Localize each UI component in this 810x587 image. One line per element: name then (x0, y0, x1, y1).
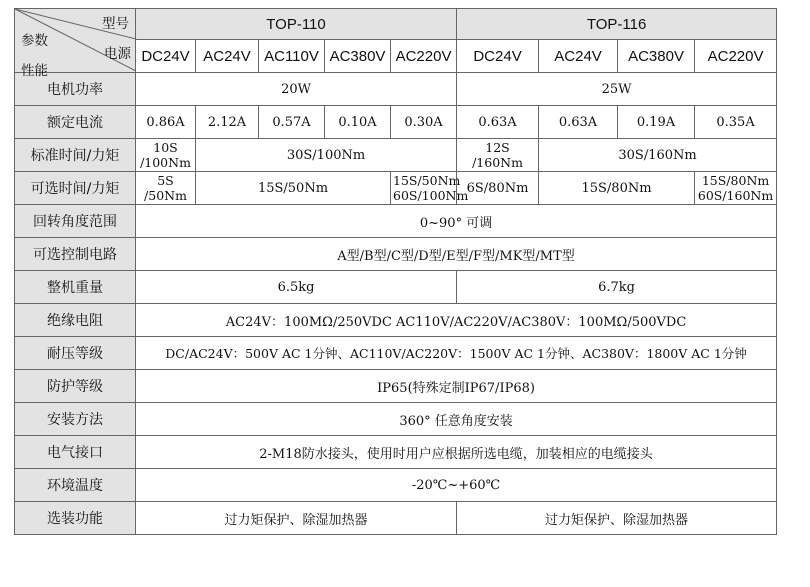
value-cell: -20℃~+60℃ (136, 469, 777, 502)
model-header-row (15, 9, 777, 40)
value-cell: 15S/80Nm (539, 172, 695, 205)
row-standard-time-torque (15, 139, 777, 172)
row-label: 绝缘电阻 (15, 304, 136, 337)
value-cell: 6S/80Nm (457, 172, 539, 205)
voltage-cell: DC24V (136, 40, 196, 73)
value-cell: 过力矩保护、除湿加热器 (136, 502, 457, 535)
value-cell: 30S/160Nm (539, 139, 777, 172)
corner-model-label: 型号 (102, 16, 129, 32)
model-top-110: TOP-110 (136, 9, 457, 40)
voltage-cell: AC24V (539, 40, 618, 73)
voltage-cell: AC220V (695, 40, 777, 73)
line-1: 12S (485, 140, 510, 155)
row-label: 防护等级 (15, 370, 136, 403)
line-2: /160Nm (472, 155, 523, 170)
value-cell: DC/AC24V：500V AC 1分钟、AC110V/AC220V：1500V AC 1分钟、AC380V：1800V AC 1分钟 (136, 337, 777, 370)
model-top-116: TOP-116 (457, 9, 777, 40)
row-label: 电气接口 (15, 436, 136, 469)
value-cell: 0.86A (136, 106, 196, 139)
line-1: 15S/50Nm (393, 173, 461, 188)
row-install (15, 403, 777, 436)
voltage-cell: DC24V (457, 40, 539, 73)
row-control-circuit (15, 238, 777, 271)
row-label: 选装功能 (15, 502, 136, 535)
line-1: 10S (153, 140, 178, 155)
value-cell: 15S/50Nm (196, 172, 391, 205)
row-label: 回转角度范围 (15, 205, 136, 238)
value-cell (391, 172, 469, 205)
line-1: 5S (157, 173, 174, 188)
value-cell: 0.10A (325, 106, 391, 139)
value-cell: 6.7kg (457, 271, 777, 304)
value-cell: 2.12A (196, 106, 259, 139)
row-weight (15, 271, 777, 304)
line-2: 60S/100Nm (393, 188, 469, 203)
voltage-cell: AC380V (325, 40, 391, 73)
row-label: 耐压等级 (15, 337, 136, 370)
row-label: 整机重量 (15, 271, 136, 304)
row-motor-power (15, 73, 777, 106)
voltage-cell: AC110V (259, 40, 325, 73)
row-label: 标准时间/力矩 (15, 139, 136, 172)
header-corner (15, 9, 136, 79)
line-2: /100Nm (140, 155, 191, 170)
row-optional-time-torque (15, 172, 777, 205)
value-cell: 30S/100Nm (196, 139, 457, 172)
value-cell (136, 172, 196, 205)
value-cell: 0.30A (391, 106, 457, 139)
row-rotation-range (15, 205, 777, 238)
row-ambient (15, 469, 777, 502)
row-label: 电机功率 (15, 73, 136, 106)
row-label: 可选控制电路 (15, 238, 136, 271)
value-cell: IP65(特殊定制IP67/IP68) (136, 370, 777, 403)
row-label: 环境温度 (15, 469, 136, 502)
voltage-cell: AC380V (618, 40, 695, 73)
corner-param-label: 参数 (21, 33, 48, 49)
row-label: 额定电流 (15, 106, 136, 139)
line-2: 60S/160Nm (697, 188, 774, 203)
value-cell (695, 172, 777, 205)
row-insulation (15, 304, 777, 337)
value-cell: A型/B型/C型/D型/E型/F型/MK型/MT型 (136, 238, 777, 271)
value-cell: 过力矩保护、除湿加热器 (457, 502, 777, 535)
value-cell: 25W (457, 73, 777, 106)
row-label: 可选时间/力矩 (15, 172, 136, 205)
row-electrical (15, 436, 777, 469)
value-cell: 6.5kg (136, 271, 457, 304)
value-cell: 0.63A (539, 106, 618, 139)
row-protection (15, 370, 777, 403)
value-cell: 0.57A (259, 106, 325, 139)
line-1: 15S/80Nm (701, 173, 770, 188)
value-cell: 2-M18防水接头，使用时用户应根据所选电缆，加装相应的电缆接头 (136, 436, 777, 469)
value-cell: 360° 任意角度安装 (136, 403, 777, 436)
value-cell: 0.63A (457, 106, 539, 139)
line-2: /50Nm (144, 188, 187, 203)
voltage-cell: AC24V (196, 40, 259, 73)
row-rated-current (15, 106, 777, 139)
value-cell: AC24V：100MΩ/250VDC AC110V/AC220V/AC380V：100MΩ/500VDC (136, 304, 777, 337)
corner-power-label: 电源 (104, 46, 131, 62)
value-cell: 0~90° 可调 (136, 205, 777, 238)
spec-table (14, 8, 777, 535)
corner-perf-label: 性能 (21, 63, 48, 79)
voltage-cell: AC220V (391, 40, 457, 73)
row-options (15, 502, 777, 535)
value-cell: 20W (136, 73, 457, 106)
value-cell: 0.19A (618, 106, 695, 139)
value-cell (457, 139, 539, 172)
value-cell: 0.35A (695, 106, 777, 139)
row-label: 安装方法 (15, 403, 136, 436)
row-withstand-voltage (15, 337, 777, 370)
value-cell (136, 139, 196, 172)
